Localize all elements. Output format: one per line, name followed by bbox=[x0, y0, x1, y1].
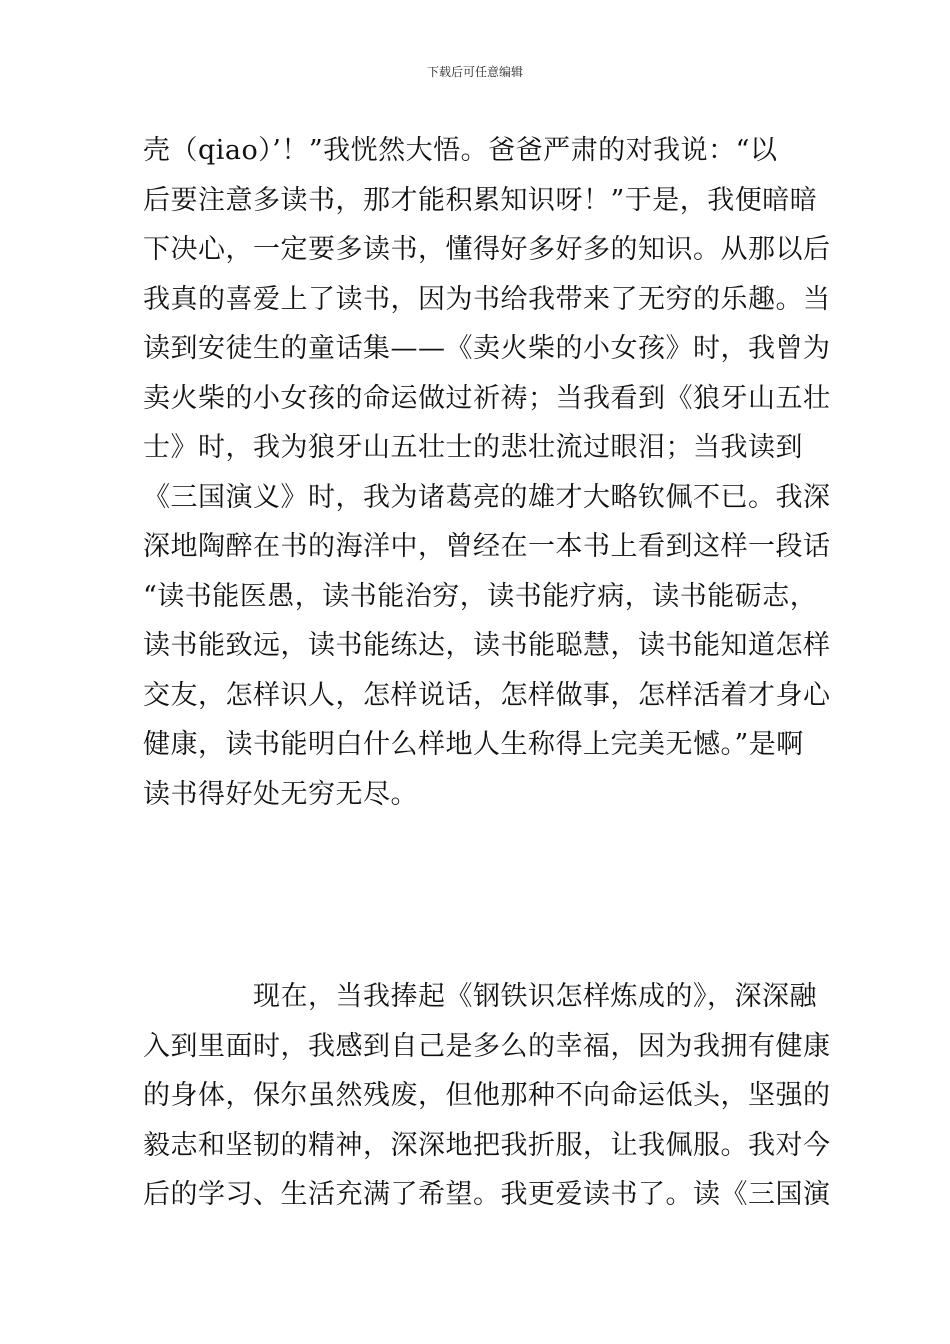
paragraph-line: 健康，读书能明白什么样地人生称得上完美无憾。”是啊 bbox=[143, 729, 804, 760]
paragraph-1 bbox=[143, 126, 831, 819]
page-header: 下载后可任意编辑 bbox=[426, 65, 523, 79]
paragraph-2 bbox=[143, 972, 831, 1220]
paragraph-line: 读到安徒生的童话集——《卖火柴的小女孩》时，我曾为 bbox=[143, 333, 831, 364]
paragraph-line: 下决心，一定要多读书，懂得好多好多的知识。从那以后 bbox=[143, 234, 831, 265]
paragraph-line: 交友，怎样识人，怎样说话，怎样做事，怎样活着才身心 bbox=[143, 679, 831, 711]
paragraph-line: 毅志和坚韧的精神，深深地把我折服，让我佩服。我对今 bbox=[143, 1129, 831, 1161]
paragraph-line: 壳（qiao）’！”我恍然大悟。爸爸严肃的对我说：“以 bbox=[143, 135, 778, 166]
paragraph-line: 的身体，保尔虽然残废，但他那种不向命运低头，坚强的 bbox=[143, 1080, 831, 1111]
paragraph-line: “读书能医愚，读书能治穷，读书能疗病，读书能砺志， bbox=[143, 580, 818, 612]
paragraph-line: 后要注意多读书，那才能积累知识呀！”于是，我便暗暗 bbox=[143, 184, 818, 216]
paragraph-line: 后的学习、生活充满了希望。我更爱读书了。读《三国演 bbox=[143, 1179, 831, 1210]
paragraph-line: 深地陶醉在书的海洋中，曾经在一本书上看到这样一段话 bbox=[143, 531, 831, 562]
paragraph-line: 士》时，我为狼牙山五壮士的悲壮流过眼泪；当我读到 bbox=[143, 432, 803, 463]
paragraph-line: 读书得好处无穷无尽。 bbox=[143, 778, 418, 810]
paragraph-line: 入到里面时，我感到自己是多么的幸福，因为我拥有健康 bbox=[143, 1030, 831, 1062]
paragraph-line: 我真的喜爱上了读书，因为书给我带来了无穷的乐趣。当 bbox=[143, 283, 831, 315]
paragraph-line: 《三国演义》时，我为诸葛亮的雄才大略钦佩不已。我深 bbox=[143, 481, 831, 513]
paragraph-line: 卖火柴的小女孩的命运做过祈祷；当我看到《狼牙山五壮 bbox=[143, 382, 831, 414]
paragraph-line: 读书能致远，读书能练达，读书能聪慧，读书能知道怎样 bbox=[143, 630, 831, 661]
paragraph-line: 现在，当我捧起《钢铁识怎样炼成的》，深深融 bbox=[143, 981, 817, 1012]
